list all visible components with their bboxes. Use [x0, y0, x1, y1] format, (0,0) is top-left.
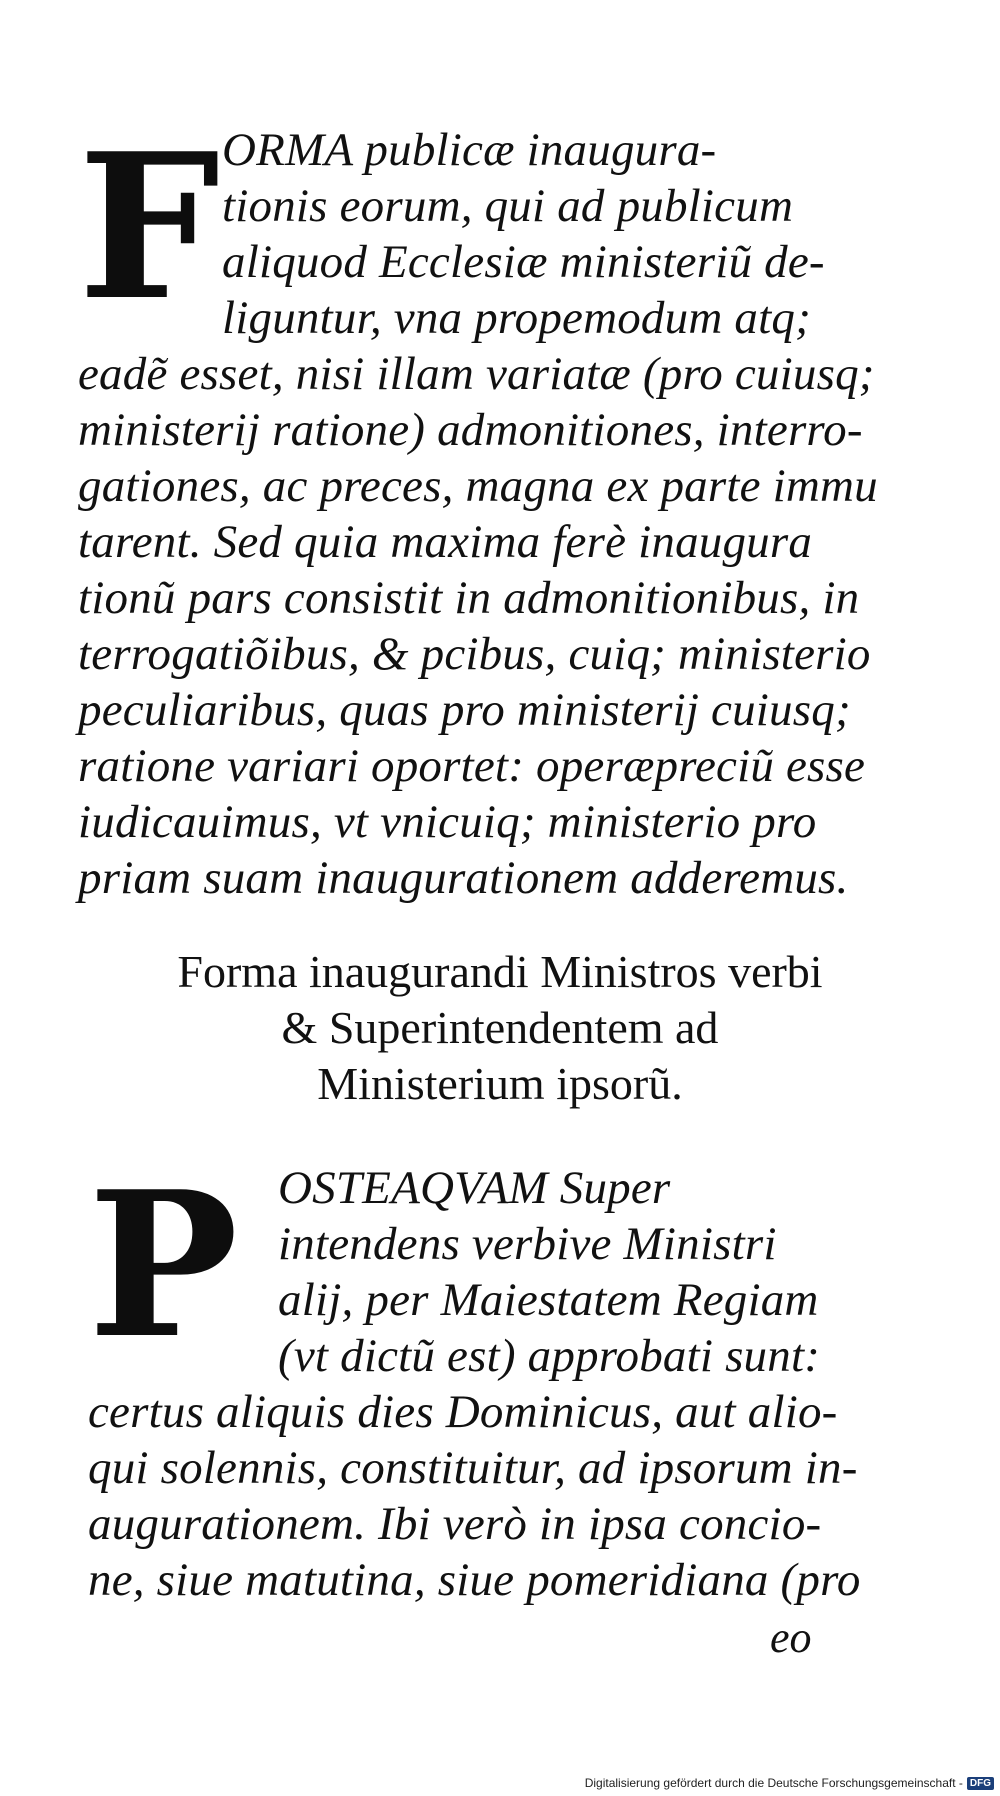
text-line: ratione variari oportet: operæpreciũ esse — [78, 740, 866, 792]
text-line: ORMA publicæ inaugura- — [222, 124, 717, 176]
text-line: intendens verbive Ministri — [278, 1218, 777, 1270]
text-line: gationes, ac preces, magna ex parte immu — [78, 460, 878, 512]
text-line: OSTEAQVAM Super — [278, 1162, 671, 1214]
text-line: eadẽ esset, nisi illam variatæ (pro cuiusq; — [78, 348, 875, 400]
heading-line: Forma inaugurandi Ministros verbi — [177, 946, 823, 997]
text-line: certus aliquis dies Dominicus, aut alio- — [88, 1386, 838, 1438]
dropcap-p: P — [88, 1148, 239, 1383]
text-line: (vt dictũ est) approbati sunt: — [278, 1330, 821, 1382]
text-line: priam suam inaugurationem adderemus. — [78, 852, 849, 904]
heading-line: Ministerium ipsorũ. — [317, 1058, 683, 1109]
text-line: alij, per Maiestatem Regiam — [278, 1274, 819, 1326]
text-line: terrogatiõibus, & pcibus, cuiq; ministerio — [78, 628, 871, 680]
footer-text: Digitalisierung gefördert durch die Deutsche Forschungsgemeinschaft - — [584, 1776, 963, 1790]
text-line: qui solennis, constituitur, ad ipsorum in- — [88, 1442, 858, 1494]
text-line: augurationem. Ibi verò in ipsa concio- — [88, 1498, 822, 1550]
text-line: ne, siue matutina, siue pomeridiana (pro — [88, 1554, 861, 1606]
dropcap-f: F — [78, 110, 220, 345]
heading-line: & Superintendentem ad — [281, 1002, 719, 1053]
text-line: ministerij ratione) admonitiones, interro- — [78, 404, 863, 456]
text-line: tionũ pars consistit in admonitionibus, in — [78, 572, 860, 624]
text-line: peculiaribus, quas pro ministerij cuiusq; — [78, 684, 851, 736]
digitization-footer — [585, 1776, 994, 1790]
text-line: tionis eorum, qui ad publicum — [222, 180, 794, 232]
text-line: tarent. Sed quia maxima ferè inaugura — [78, 516, 813, 568]
text-line: aliquod Ecclesiæ ministeriũ de- — [222, 236, 825, 288]
dfg-logo-icon: DFG — [967, 1777, 994, 1790]
text-line: iudicauimus, vt vnicuiq; ministerio pro — [78, 796, 817, 848]
text-line: liguntur, vna propemodum atq; — [222, 292, 811, 344]
catchword: eo — [770, 1613, 812, 1662]
